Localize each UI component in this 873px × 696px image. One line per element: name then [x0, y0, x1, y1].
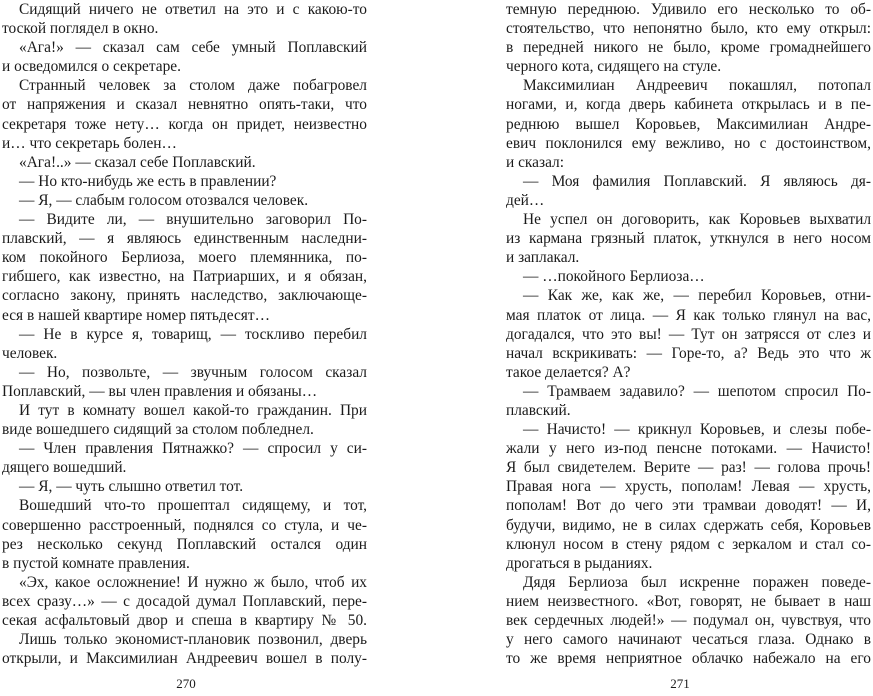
- text-line: век сердечных людей!» — подумал он, чувствуя, что: [506, 612, 871, 629]
- text-line: реднюю вышел Коровьев, Максимилиан Андре-: [506, 115, 871, 133]
- text-line: и сказал:: [506, 153, 564, 171]
- text-line: нием неизвестного. «Вот, говорят, не бывает в наш: [506, 592, 871, 610]
- text-line: стоятельство, что непонятно было, кто ему открыл:: [506, 20, 871, 38]
- text-line: пополам! Вот до чего эти трамваи доводят! — И,: [506, 497, 871, 515]
- right-page-text: [506, 0, 871, 668]
- text-line: — …покойного Берлиоза…: [523, 268, 705, 286]
- text-line: «Ага!..» — сказал себе Поплавский.: [19, 153, 256, 171]
- text-line: у него самого начинают чесаться глаза. Однако в: [506, 631, 871, 649]
- right-page: [506, 0, 871, 668]
- text-line: — Трамваем задавило? — шепотом спросил По-: [523, 382, 871, 400]
- text-line: И тут в комнату вошел какой-то гражданин. При: [19, 401, 367, 419]
- text-line: еся в нашей квартире номер пятьдесят…: [2, 306, 271, 324]
- text-line: — Член правления Пятнажко? — спросил у си-: [19, 440, 367, 458]
- text-line: и заплакал.: [506, 249, 580, 267]
- text-line: согласно закону, принять наследство, заключающе-: [2, 287, 367, 305]
- text-line: догадался, что это вы! — Тут он затрясся от слез и: [506, 325, 871, 343]
- text-line: Странный человек за столом даже побагровел: [19, 77, 367, 95]
- text-line: «Ага!» — сказал сам себе умный Поплавский: [19, 39, 367, 57]
- text-line: дящего вошедший.: [2, 459, 127, 477]
- text-line: — Я, — слабым голосом отозвался человек.: [19, 191, 309, 209]
- text-line: Правая нога — хрусть, пополам! Левая — хрусть,: [506, 478, 871, 496]
- text-line: то же время неприятное облачко набежало на его: [506, 650, 871, 668]
- text-line: плавский, — я являюсь единственным наследни-: [2, 230, 367, 248]
- text-line: человек.: [2, 344, 58, 362]
- text-line: Лишь только экономист-плановик позвонил, дверь: [19, 631, 367, 649]
- text-line: — Моя фамилия Поплавский. Я являюсь дя-: [523, 172, 871, 190]
- text-line: от напряжения и сказал невнятно опять-таки, что: [2, 96, 367, 114]
- text-line: дрогаться в рыданиях.: [506, 554, 653, 572]
- text-line: секая асфальтовый двор и спеша в квартиру № 50.: [2, 612, 367, 629]
- text-line: ногами, и, когда дверь кабинета открылась и в пе-: [506, 96, 871, 114]
- left-page-text: [2, 0, 367, 668]
- text-line: жали у него из-под пенсне потоками. — Начисто!: [506, 440, 871, 458]
- text-line: — Но, позвольте, — звучным голосом сказал: [19, 363, 367, 381]
- text-line: Поплавский, — вы член правления и обязаны…: [2, 382, 318, 400]
- text-line: открыли, и Максимилиан Андреевич вошел в полу-: [2, 650, 367, 668]
- text-line: Максимилиан Андреевич покашлял, потопал: [523, 77, 871, 95]
- text-line: из кармана грязный платок, уткнулся в него носом: [506, 230, 871, 248]
- text-line: Вошедший что-то прошептал сидящему, и тот,: [19, 497, 367, 515]
- text-line: — Как же, как же, — перебил Коровьев, отни-: [523, 287, 871, 305]
- right-page-number: 271: [670, 676, 690, 691]
- text-line: начал вскрикивать: — Горе-то, а? Ведь это что ж: [506, 344, 871, 362]
- text-line: Не успел он договорить, как Коровьев выхватил: [523, 211, 871, 229]
- text-line: — Видите ли, — внушительно заговорил По-: [19, 211, 367, 229]
- text-line: такое делается? А?: [506, 363, 631, 381]
- text-line: — Я, — чуть слышно ответил тот.: [19, 478, 244, 496]
- text-line: темную переднюю. Удивило его несколько то об-: [506, 1, 871, 18]
- text-line: плавский.: [506, 401, 571, 419]
- text-line: Дядя Берлиоза был искренне поражен поведе-: [523, 573, 871, 591]
- text-line: Сидящий ничего не ответил на это и с какою-то: [19, 1, 367, 18]
- text-line: всех сразу…» — с досадой думал Поплавский, пере-: [2, 592, 367, 610]
- text-line: ком покойного Берлиоза, моего племянника, по-: [2, 249, 367, 267]
- text-line: и осведомился о секретаре.: [2, 58, 181, 76]
- text-line: — Не в курсе я, товарищ, — тоскливо перебил: [19, 325, 367, 343]
- text-line: черного кота, сидящего на стуле.: [506, 58, 722, 76]
- text-line: Я был свидетелем. Верите — раз! — голова прочь!: [506, 459, 871, 477]
- left-page: [2, 0, 367, 668]
- text-line: евич поклонился ему вежливо, но с достоинством,: [506, 134, 871, 152]
- text-line: в передней никого не было, кроме громаднейшего: [506, 39, 871, 57]
- text-line: секретаря тоже нету… когда он придет, неизвестно: [2, 115, 367, 133]
- text-line: гибшего, как известно, на Патриарших, и я обязан,: [2, 268, 367, 286]
- left-page-number: 270: [176, 676, 196, 691]
- text-line: совершенно расстроенный, поднялся со стула, и че-: [2, 516, 367, 534]
- text-line: виде вошедшего сидящий за столом побледнел.: [2, 421, 314, 439]
- text-line: будучи, видимо, не в силах сдержать себя, Коровьев: [506, 516, 871, 534]
- text-line: дей…: [506, 191, 545, 209]
- text-line: — Начисто! — крикнул Коровьев, и слезы побе-: [523, 421, 871, 439]
- text-line: и… что секретарь болен…: [2, 134, 177, 152]
- text-line: тоской поглядел в окно.: [2, 20, 159, 38]
- text-line: мая платок от лица. — Я как только глянул на вас,: [506, 306, 871, 324]
- text-line: — Но кто-нибудь же есть в правлении?: [19, 172, 277, 190]
- text-line: в пустой комнате правления.: [2, 554, 190, 572]
- text-line: «Эх, какое осложнение! И нужно ж было, чтоб их: [19, 573, 367, 591]
- text-line: рез несколько секунд Поплавский остался один: [2, 535, 367, 553]
- text-line: клюнул носом в стену рядом с зеркалом и стал со-: [506, 535, 871, 553]
